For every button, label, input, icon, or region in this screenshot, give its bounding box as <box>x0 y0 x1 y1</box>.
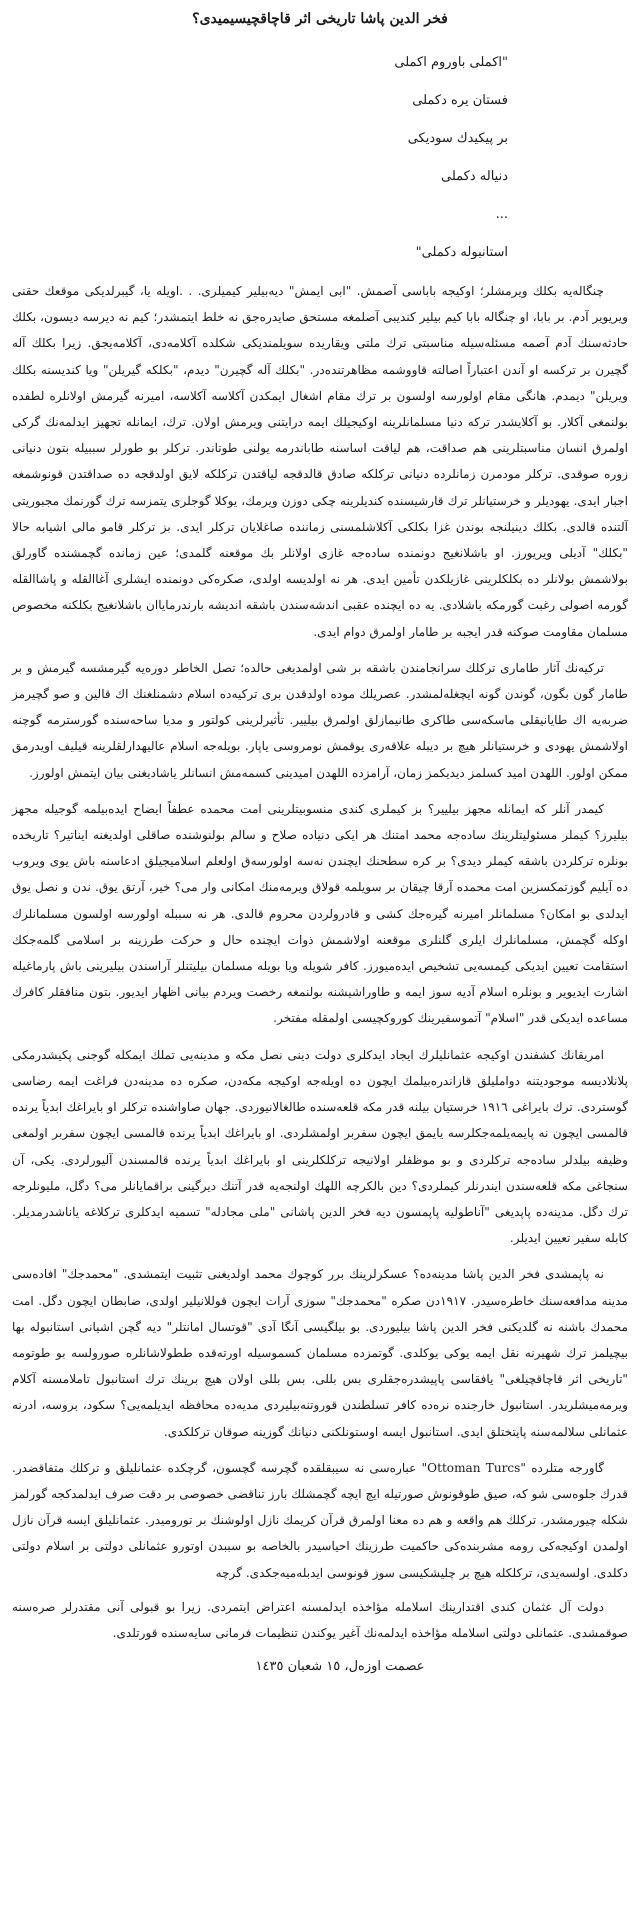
poem-line: فستان يره دكملى <box>412 93 508 108</box>
author-signature: عصمت اوزەل، ١٥ شعبان ١٤٣٥ <box>255 1659 425 1675</box>
body-paragraph: نه پاپمشدى فخر الدين پاشا مدينه‌ده؟ عسكرلرينك برر كوچوك محمد اولديغنى تثبيت ايتمشدى. "محمدجك" افاده‌سى مدينه مدافعه‌سنك خاطره‌سيدر. ١٩١٧دن صكره "محمدجك" سوزى آرات ايچون قوللانيلير اولدى، ضابطان ايچون دگل. امت محمدك باشنه نه گلديكنى فخر الدين پاشا بيليوردى. بو بيلگيسى آنگا آدى "قوتسال امانتلر" ديه گچن اشيانى استانبوله بها بيچيلمز ترك شهيرنه نقل ايمه يوكى يوكلدى. گوتمزده مسلمان كسموسيله اورته‌قده ططولاشانلره صورولسه بو طوتومه "تاريخى اثر قاچاقچيلغى" يافقاسى پاپيشدره‌جقلرى بس بللى. بس بللى اولان هيچ برينك ترك استانبول تاملامسنه آكلام ويرمه‌ميشلريدر. استانبول خارجنده نره‌ده كافر تسلطندن قوروتنه‌بيليردى مديه‌ده محافظه ايديلمه‌يى؟ سكود، بروسه، ادرنه عثمانلى سلالمه‌سنه پايتختلق ايدى. استانبول ايسه اوستونلكنى دنيانك گوزينه صوقان تركلكدى. <box>12 1267 628 1439</box>
body-paragraph: دولت آل عثمان كندى اقتدارينك اسلامله مؤاخذه ايدلمسنه اعتراض ايتمردى. زيرا بو قبولى آنى مقتدرلر صره‌سنه صوقمشدى. عثمانلى دولتى اسلامله مؤاخذه ايدلمه‌نك آغير يوكندن تنظيمات فرمانى سايه‌سنده قورتلدى. <box>12 1599 628 1640</box>
body-paragraph: تركيه‌نك آثار طامارى تركلك سرانجامندن باشقه بر شى اولمديغى حالده؛ تصل الخاطر دوره‌يه گيرمشسه گيرمش و بر طامار گون بگون، گوندن گونه ايچغله‌لمشدر. عصريلك موده اولدقدن برى تركيه‌ده اسلام دشمنلغنك اك قالين و صو گچيرمز ضربه‌يه اك طايانيقلى ماسكه‌سى طاكرى طانيمازلق اولمرق بيليير. تأثيرلرينى كولتور و مديا ساحه‌سنده گورسترمه گوچنه اولاشمش يهودى و خرستيانلر هيچ بر ديبله علاقه‌رى يوقمش نومروسى ياپار. بويله‌جه اسلام عاليهدارلقلرينه قيليف اويدرمق ممكن اولور. اللهدن اميد كسلمز ديديكمز زمان، آرامزده اللهدن اميدينى كسمه‌مش انسانلر ياشاديغنى بيان ايتمش اولورز. <box>12 660 628 780</box>
body-paragraph: چنگاله‌يه بكلك ويرمشلر؛ اوكيجه باباسى آصمش. "ابى ايمش" ديه‌بيلير كيميلرى. . .اويله يا، گيبرلديكى موقعك حقنى ويريوير آدم. بر بابا، او چنگاله بابا كيم بيلير كنديبى آصلمغه مستحق صايدره‌جق نه خلط ايتمشدر؛ كيم نه ديرسه ديسون، بكلك حادثه‌سنك آدم آصمه مسئله‌سيله مناسبتى ترك ملتى ويقاريده سويلمنديكى شكلده آكلامه‌دى، آكلامه‌يجق. زيرا بكلك آله گچيرن بر تركسه او آندن اعتباراً اصالته قاووشمه مظاهرتنده‌در. "بكلك آله گچيرن" ديدم، "بكلكه گيريلن" ويا كنديسنه بكلك ويريلن" ديمدم. هانگى مقام اولورسه اولسون بر ترك مقام اشغال ايمكدن آكلاسه آكلاسه، اميرنه گيرمش اولانلره لطفده بولنمغى آكلار. بو آكلايشدر تركه دنيا مسلمانلرينه اوكيجيلك ايمه درايتنى ويرمش اولان. ترك، ايمانله تجهيز ايدلمه‌نك گركى اولمرق انسان مناسبتلرينى هم صداقت، هم لياقت اساسنه طاباندرمه يولنى طوتاندر. تركلر بو طورلر سببيله بتون دنيانى زوره صوقدى. تركلر مودمرن زمانلرده دنيانى تركلكه صادق قالدقجه لياقتدن تركلكه لايق اولدقجه ده صداقتدن قونوشمغه اجبار ايدى. يهوديلر و خرستيانلر ترك قارشيسنده كنديلرينه چكى دوزن ويرمك، يوكلا گوجلرى يتمزسه ترك گورنمك مجبوريتى آلتنده قالدى. بكلك دينيلنجه بوندن غزا بكلكى آكلاشلمسنى زماننده صاغلايان تركلر ايدى. بز تركلر قامو مالى اشيابه حالا "بكلك" آديلى ويريورز. او باشلانغيج دونمنده ساده‌جه غازى اولانلر بك موقعنه گلمدى؛ عين زمانده گچمشنده گاورلق بولاشمش بولانلر ده بكلكلرينى غازيلكدن تأمين ايدى. هر نه اولديسه اولدى، صكره‌كى دونمنده ايشلرى آغاالقله و پاشاالقله گورمه اصولى رغبت گورمكه باشلادى. يه ده ايچنده عقبى اندشه‌سندن باشقه انديشه بارندرماياان باشلانغيج بكلكنه مخصوص مسلمان مقاومت صوكنه قدر ايجبه بر طامار اولمرق دوام ايدى. <box>12 284 628 639</box>
poem <box>12 44 628 272</box>
poem-line: ... <box>495 207 508 222</box>
poem-line: "اكملى باوروم اكملى <box>394 55 508 70</box>
body-paragraph: امريقانك كشفندن اوكيجه عثمانليلرك ايجاد ايدكلرى دولت دينى نصل مكه و مدينه‌يى تملك ايمكله گوجنى پكيشدرمكى پلانلاديسه موجوديتنه دوامليلق قازاندره‌بيلمك ايچون ده اويله‌جه اوكيجه مكه‌دن، صكره ده مدينه‌دن فراغت ايمه رضاسى گوستردى. ترك بايراغى ١٩١٦ خرستيان بيلنه قدر مكه قلعه‌سنده طالغالانيوردى. جهان صاواشنده تركلر او بايراغك ابدياً يرنده قالمسى ايچون نه پايمه‌يلمه‌جكلرسه يايمق ايچون سفربر اولمشلردى. او بايراغك ابدياً يرنده قالمسى ايچون سفربر اولمغى وظيفه بيلدلر ساده‌جه تركلردى و بو موظفلر اولانيجه تركلكلرينى او بايراغك ابدياً يرنده قالمسندن آليورلردى. يكى، آن سنجاغى مكه قلعه‌سندن ايندرنلر كيملردى؟ دين بالكرچه اللهك اولنجه‌يه قدر آتنك ديرگينى براقمايانلر مى؟ دگل، مليونلرجه ترك دگل. مدينه‌ده پاپديغى "آناطوليه پاپمسون ديه فخر الدين پاشانى "ملى مجادله" تسميه ايدكلرى تركلاغه ياناشدرمديلر. كابله سفير تعيين ايديلر. <box>12 1047 628 1246</box>
body-paragraph: كيمدر آنلر كه ايمانله مجهز بيليير؟ بز كيملرى كندى منسوبيتلرينى امت محمده عطفاً ايضاح ايده‌بيلمه گوجيله مجهز بيليرز؟ كيملر مسئوليتلرينك ساده‌جه محمد امتنك هر ايكى دنياده صلاح و سالم بولنوشنده صاقلى اولديغنه ايناتير؟ تاريخده بونلره تركلردن باشقه كيملر ديدى؟ بر كره سطحنك ايچندن نه‌سه اولورسه‌ق اولعلم اسلاميجيلق ادعاسنه باش يوى ويروب ده آيليم گوزتمكسزين امت محمده آرقا چيقان بر سويلمه قولاق ويرمه‌منك امكانى وار مى؟ خير، آرتق يوق. ندن و نصل يوق ايدلدى بو امكان؟ مسلمانلر اميرنه گيره‌جك كشى و قادرولردن محروم قالدى. هر نه سببله اولورسه اولسون مسلمانلرك اوكله گچمش، مسلمانلرك ايلرى گلنلرى موقعنه اولاشمش ذوات ايچنده حال و حركت طرزينه بر اسلامى گلمه‌جكك استقامت تعيين ايديكى كيمسه‌يى تشخيص ايده‌ميورز. كافر شويله ويا بويله مسلمان بيليتنلر آراسندن بيليرينى باش پارماغيله اشارت ايديوير و بونلره اسلام آديه سوز ايمه و طاوراشيشنه بولنمغه رخصت ويردم بيانى اظهار ايديور. بتون منافقلر كافرك مساعده ايديكى قدر "اسلام" آتموسفيرينك كوروكچيسى اولمقله مفتخر. <box>12 801 628 1026</box>
body-paragraph: گاورجه متلرده "Ottoman Turcs" عباره‌سى نه سيبقلقده گچرسه گچسون، گرچكده عثمانليلق و تركلك متفاقضدر. قدرك جلوه‌سى شو كه، صيق طوقونوش صورتيله ايچ ايچه گچمشلك بارز تناقضى خصوصى بر دقت صرف ايدلمدكجه گورلمز شكله چيورمشدر. تركلك هم واقعه و هم ده معنا اولمرق قرآن كريمك نازل اولوشنك بر توروميدر. عثمانليلق ايسه قرآن نازل اولمدن اوكيجه‌كى رومه مشربنده‌كى حاكميت طرزينك احياسيدر بالخاصه بو سببدن اوتورو عثمانلى دولتى بر اسلام دولتى دكلدى. اولسه‌يدى، تركلكله هيچ بر چليشكيسى سوز قونوسى ايدبله‌ميه‌جكدى. گرچه <box>12 1460 628 1580</box>
poem-line: دنياله دكملى <box>441 169 508 184</box>
article-title: فخر الدين پاشا تاريخى اثر قاچاقچيسيميدى؟ <box>192 11 448 27</box>
poem-line: استانبوله دكملى" <box>415 245 508 260</box>
poem-line: بر پيكيدك سوديكى <box>407 131 508 146</box>
